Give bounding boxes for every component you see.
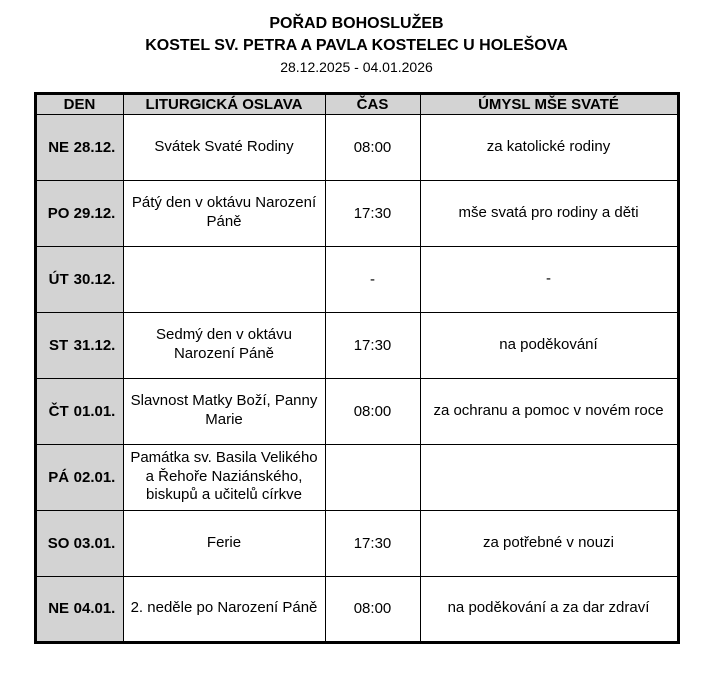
document-header xyxy=(0,14,713,77)
time-cell: 17:30 xyxy=(325,312,420,378)
celebration-cell: Svátek Svaté Rodiny xyxy=(123,114,325,180)
column-header-oslava: LITURGICKÁ OSLAVA xyxy=(123,93,325,114)
time-cell: - xyxy=(325,246,420,312)
day-date: 03.01. xyxy=(73,534,116,552)
table-row xyxy=(35,180,678,246)
day-date: 01.01. xyxy=(73,402,116,420)
column-header-cas: ČAS xyxy=(325,93,420,114)
day-cell xyxy=(35,510,123,576)
day-abbr: ST xyxy=(49,336,69,354)
day-cell xyxy=(35,444,123,510)
day-abbr: PO xyxy=(47,204,70,222)
column-header-den: DEN xyxy=(35,93,123,114)
celebration-cell: Slavnost Matky Boží, Panny Marie xyxy=(123,378,325,444)
day-abbr: PÁ xyxy=(48,468,70,486)
intention-cell: mše svatá pro rodiny a děti xyxy=(420,180,678,246)
day-abbr: ÚT xyxy=(48,270,69,288)
day-abbr: ČT xyxy=(48,402,69,420)
celebration-cell: Pátý den v oktávu Narození Páně xyxy=(123,180,325,246)
celebration-cell: Ferie xyxy=(123,510,325,576)
day-date: 04.01. xyxy=(73,600,116,617)
time-cell: 08:00 xyxy=(325,114,420,180)
day-abbr: NE xyxy=(48,138,70,156)
time-cell xyxy=(325,444,420,510)
table-row xyxy=(35,576,678,642)
day-abbr: NE xyxy=(48,600,70,617)
page-subtitle: KOSTEL SV. PETRA A PAVLA KOSTELEC U HOLEŠOVA xyxy=(145,37,568,54)
day-date: 31.12. xyxy=(73,336,116,354)
time-cell: 17:30 xyxy=(325,180,420,246)
table-row xyxy=(35,312,678,378)
table-row xyxy=(35,246,678,312)
day-cell xyxy=(35,576,123,642)
table-row xyxy=(35,510,678,576)
day-date: 30.12. xyxy=(73,270,116,288)
day-date: 02.01. xyxy=(73,468,116,486)
table-row xyxy=(35,444,678,510)
intention-cell: na poděkování a za dar zdraví xyxy=(420,576,678,642)
time-cell: 08:00 xyxy=(325,576,420,642)
intention-cell: za potřebné v nouzi xyxy=(420,510,678,576)
celebration-cell: 2. neděle po Narození Páně xyxy=(123,576,325,642)
day-date: 28.12. xyxy=(73,138,116,156)
day-abbr: SO xyxy=(47,534,70,552)
date-range: 28.12.2025 - 04.01.2026 xyxy=(280,59,433,75)
intention-cell: na poděkování xyxy=(420,312,678,378)
day-cell xyxy=(35,180,123,246)
celebration-cell xyxy=(123,246,325,312)
day-date: 29.12. xyxy=(73,204,116,222)
table-row xyxy=(35,114,678,180)
column-header-umysl: ÚMYSL MŠE SVATÉ xyxy=(420,93,678,114)
day-cell xyxy=(35,114,123,180)
intention-cell xyxy=(420,444,678,510)
day-cell xyxy=(35,246,123,312)
day-cell xyxy=(35,378,123,444)
day-cell xyxy=(35,312,123,378)
celebration-cell: Památka sv. Basila Velikého a Řehoře Naziánského, biskupů a učitelů církve xyxy=(123,444,325,510)
time-cell: 08:00 xyxy=(325,378,420,444)
celebration-cell: Sedmý den v oktávu Narození Páně xyxy=(123,312,325,378)
intention-cell: za ochranu a pomoc v novém roce xyxy=(420,378,678,444)
intention-cell: - xyxy=(420,246,678,312)
time-cell: 17:30 xyxy=(325,510,420,576)
schedule-table xyxy=(34,92,680,644)
intention-cell: za katolické rodiny xyxy=(420,114,678,180)
page-title: POŘAD BOHOSLUŽEB xyxy=(269,15,444,32)
table-header-row xyxy=(35,93,678,114)
table-row xyxy=(35,378,678,444)
